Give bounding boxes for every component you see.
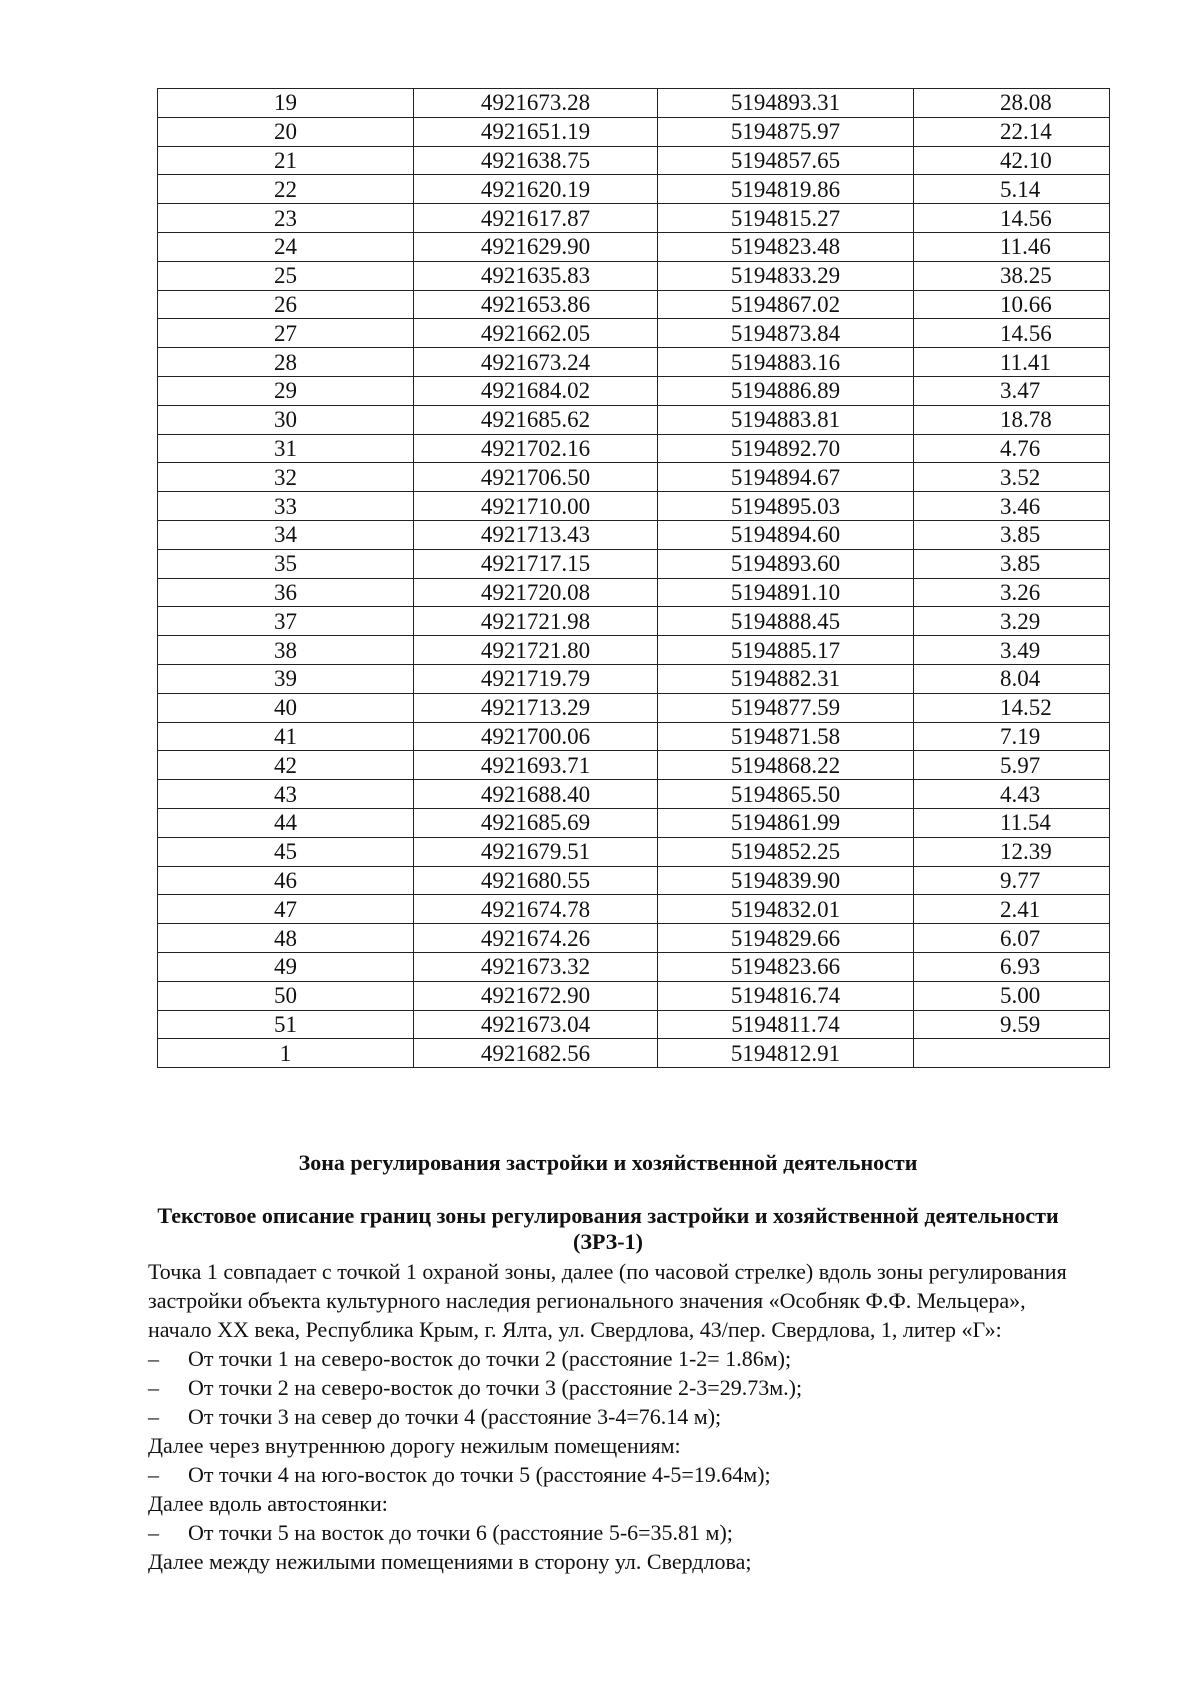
table-row (158, 290, 1110, 319)
x-coordinate-cell: 4921679.51 (414, 837, 658, 866)
table-row (158, 636, 1110, 665)
point-number-cell: 22 (158, 175, 414, 204)
distance-cell: 18.78 (914, 405, 1110, 434)
x-coordinate-cell: 4921617.87 (414, 204, 658, 233)
y-coordinate-cell: 5194829.66 (658, 924, 914, 953)
point-number-cell: 50 (158, 981, 414, 1010)
bullet-dash: – (148, 1462, 159, 1487)
distance-cell: 11.54 (914, 808, 1110, 837)
bullet-item (148, 1518, 1068, 1547)
x-coordinate-cell: 4921674.78 (414, 895, 658, 924)
point-number-cell: 32 (158, 463, 414, 492)
point-number-cell: 34 (158, 520, 414, 549)
x-coordinate-cell: 4921685.62 (414, 405, 658, 434)
y-coordinate-cell: 5194883.16 (658, 348, 914, 377)
coordinates-table-body (158, 89, 1110, 1068)
y-coordinate-cell: 5194894.67 (658, 463, 914, 492)
distance-cell: 11.46 (914, 232, 1110, 261)
x-coordinate-cell: 4921693.71 (414, 751, 658, 780)
table-row (158, 607, 1110, 636)
y-coordinate-cell: 5194857.65 (658, 146, 914, 175)
paragraph: Далее между нежилыми помещениями в сторону ул. Свердлова; (148, 1549, 752, 1574)
distance-cell: 28.08 (914, 89, 1110, 118)
paragraph: Далее вдоль автостоянки: (148, 1491, 388, 1516)
x-coordinate-cell: 4921635.83 (414, 261, 658, 290)
x-coordinate-cell: 4921688.40 (414, 780, 658, 809)
y-coordinate-cell: 5194891.10 (658, 578, 914, 607)
table-row (158, 1010, 1110, 1039)
y-coordinate-cell: 5194894.60 (658, 520, 914, 549)
description-heading: Текстовое описание границ зоны регулирования застройки и хозяйственной деятельности (ЗРЗ-1) (157, 1203, 1059, 1254)
table-row (158, 376, 1110, 405)
y-coordinate-cell: 5194868.22 (658, 751, 914, 780)
table-row (158, 434, 1110, 463)
x-coordinate-cell: 4921682.56 (414, 1039, 658, 1068)
point-number-cell: 25 (158, 261, 414, 290)
table-row (158, 463, 1110, 492)
bullet-item (148, 1460, 1068, 1489)
distance-cell: 4.43 (914, 780, 1110, 809)
table-row (158, 866, 1110, 895)
y-coordinate-cell: 5194832.01 (658, 895, 914, 924)
bullet-text: От точки 1 на северо-восток до точки 2 (расстояние 1-2= 1.86м); (188, 1346, 792, 1371)
x-coordinate-cell: 4921672.90 (414, 981, 658, 1010)
table-row (158, 348, 1110, 377)
distance-cell: 11.41 (914, 348, 1110, 377)
distance-cell: 42.10 (914, 146, 1110, 175)
table-row (158, 808, 1110, 837)
table-row (158, 520, 1110, 549)
y-coordinate-cell: 5194839.90 (658, 866, 914, 895)
table-row (158, 693, 1110, 722)
x-coordinate-cell: 4921717.15 (414, 549, 658, 578)
table-row (158, 664, 1110, 693)
x-coordinate-cell: 4921680.55 (414, 866, 658, 895)
point-number-cell: 49 (158, 952, 414, 981)
bullet-text: От точки 4 на юго-восток до точки 5 (расстояние 4-5=19.64м); (188, 1462, 771, 1487)
distance-cell: 6.07 (914, 924, 1110, 953)
distance-cell: 14.52 (914, 693, 1110, 722)
distance-cell: 10.66 (914, 290, 1110, 319)
paragraph: Далее через внутреннюю дорогу нежилым помещениям: (148, 1433, 681, 1458)
point-number-cell: 21 (158, 146, 414, 175)
y-coordinate-cell: 5194892.70 (658, 434, 914, 463)
x-coordinate-cell: 4921653.86 (414, 290, 658, 319)
bullet-item (148, 1373, 1068, 1402)
distance-cell: 3.26 (914, 578, 1110, 607)
table-row (158, 117, 1110, 146)
table-row (158, 895, 1110, 924)
point-number-cell: 38 (158, 636, 414, 665)
point-number-cell: 48 (158, 924, 414, 953)
distance-cell: 4.76 (914, 434, 1110, 463)
distance-cell: 38.25 (914, 261, 1110, 290)
distance-cell: 7.19 (914, 722, 1110, 751)
x-coordinate-cell: 4921713.29 (414, 693, 658, 722)
paragraph: Точка 1 совпадает с точкой 1 охраной зоны, далее (по часовой стрелке) вдоль зоны регулирования застройки объекта культурного наследия регионального значения «Особняк Ф.Ф. Мельцера», начало ХХ века, Республика Крым, г. Ялта, ул. Свердлова, 43/пер. Свердлова, 1, литер «Г»: (148, 1259, 1067, 1342)
boundary-description (148, 1257, 1068, 1576)
point-number-cell: 47 (158, 895, 414, 924)
y-coordinate-cell: 5194816.74 (658, 981, 914, 1010)
y-coordinate-cell: 5194811.74 (658, 1010, 914, 1039)
x-coordinate-cell: 4921706.50 (414, 463, 658, 492)
table-row (158, 837, 1110, 866)
x-coordinate-cell: 4921674.26 (414, 924, 658, 953)
point-number-cell: 35 (158, 549, 414, 578)
point-number-cell: 39 (158, 664, 414, 693)
y-coordinate-cell: 5194877.59 (658, 693, 914, 722)
point-number-cell: 51 (158, 1010, 414, 1039)
x-coordinate-cell: 4921629.90 (414, 232, 658, 261)
bullet-dash: – (148, 1346, 159, 1371)
point-number-cell: 41 (158, 722, 414, 751)
point-number-cell: 20 (158, 117, 414, 146)
bullet-item (148, 1402, 1068, 1431)
x-coordinate-cell: 4921713.43 (414, 520, 658, 549)
y-coordinate-cell: 5194888.45 (658, 607, 914, 636)
y-coordinate-cell: 5194833.29 (658, 261, 914, 290)
distance-cell: 6.93 (914, 952, 1110, 981)
point-number-cell: 1 (158, 1039, 414, 1068)
distance-cell (914, 1039, 1110, 1068)
x-coordinate-cell: 4921700.06 (414, 722, 658, 751)
y-coordinate-cell: 5194823.48 (658, 232, 914, 261)
x-coordinate-cell: 4921651.19 (414, 117, 658, 146)
bullet-text: От точки 3 на север до точки 4 (расстояние 3-4=76.14 м); (188, 1404, 722, 1429)
distance-cell: 5.97 (914, 751, 1110, 780)
y-coordinate-cell: 5194823.66 (658, 952, 914, 981)
point-number-cell: 40 (158, 693, 414, 722)
distance-cell: 3.46 (914, 492, 1110, 521)
table-row (158, 204, 1110, 233)
y-coordinate-cell: 5194886.89 (658, 376, 914, 405)
x-coordinate-cell: 4921710.00 (414, 492, 658, 521)
point-number-cell: 29 (158, 376, 414, 405)
y-coordinate-cell: 5194885.17 (658, 636, 914, 665)
y-coordinate-cell: 5194871.58 (658, 722, 914, 751)
table-row (158, 89, 1110, 118)
table-row (158, 319, 1110, 348)
distance-cell: 3.29 (914, 607, 1110, 636)
y-coordinate-cell: 5194893.31 (658, 89, 914, 118)
point-number-cell: 30 (158, 405, 414, 434)
y-coordinate-cell: 5194861.99 (658, 808, 914, 837)
distance-cell: 3.47 (914, 376, 1110, 405)
table-row (158, 175, 1110, 204)
point-number-cell: 42 (158, 751, 414, 780)
x-coordinate-cell: 4921719.79 (414, 664, 658, 693)
point-number-cell: 27 (158, 319, 414, 348)
point-number-cell: 37 (158, 607, 414, 636)
table-row (158, 578, 1110, 607)
x-coordinate-cell: 4921673.32 (414, 952, 658, 981)
y-coordinate-cell: 5194895.03 (658, 492, 914, 521)
x-coordinate-cell: 4921638.75 (414, 146, 658, 175)
x-coordinate-cell: 4921721.98 (414, 607, 658, 636)
distance-cell: 22.14 (914, 117, 1110, 146)
point-number-cell: 44 (158, 808, 414, 837)
table-row (158, 549, 1110, 578)
x-coordinate-cell: 4921720.08 (414, 578, 658, 607)
table-row (158, 952, 1110, 981)
y-coordinate-cell: 5194865.50 (658, 780, 914, 809)
bullet-dash: – (148, 1404, 159, 1429)
x-coordinate-cell: 4921721.80 (414, 636, 658, 665)
point-number-cell: 45 (158, 837, 414, 866)
x-coordinate-cell: 4921620.19 (414, 175, 658, 204)
table-row (158, 780, 1110, 809)
table-row (158, 405, 1110, 434)
y-coordinate-cell: 5194882.31 (658, 664, 914, 693)
table-row (158, 751, 1110, 780)
bullet-text: От точки 5 на восток до точки 6 (расстояние 5-6=35.81 м); (188, 1520, 733, 1545)
distance-cell: 8.04 (914, 664, 1110, 693)
table-row (158, 981, 1110, 1010)
bullet-item (148, 1344, 1068, 1373)
y-coordinate-cell: 5194873.84 (658, 319, 914, 348)
point-number-cell: 23 (158, 204, 414, 233)
distance-cell: 3.85 (914, 520, 1110, 549)
x-coordinate-cell: 4921702.16 (414, 434, 658, 463)
table-row (158, 232, 1110, 261)
x-coordinate-cell: 4921684.02 (414, 376, 658, 405)
table-row (158, 722, 1110, 751)
table-row (158, 261, 1110, 290)
y-coordinate-cell: 5194812.91 (658, 1039, 914, 1068)
distance-cell: 9.77 (914, 866, 1110, 895)
coordinates-table (157, 88, 1110, 1068)
y-coordinate-cell: 5194819.86 (658, 175, 914, 204)
y-coordinate-cell: 5194852.25 (658, 837, 914, 866)
y-coordinate-cell: 5194867.02 (658, 290, 914, 319)
bullet-dash: – (148, 1375, 159, 1400)
x-coordinate-cell: 4921662.05 (414, 319, 658, 348)
point-number-cell: 31 (158, 434, 414, 463)
point-number-cell: 24 (158, 232, 414, 261)
point-number-cell: 28 (158, 348, 414, 377)
x-coordinate-cell: 4921673.24 (414, 348, 658, 377)
x-coordinate-cell: 4921673.28 (414, 89, 658, 118)
distance-cell: 14.56 (914, 319, 1110, 348)
x-coordinate-cell: 4921685.69 (414, 808, 658, 837)
point-number-cell: 19 (158, 89, 414, 118)
distance-cell: 9.59 (914, 1010, 1110, 1039)
distance-cell: 3.52 (914, 463, 1110, 492)
point-number-cell: 43 (158, 780, 414, 809)
point-number-cell: 33 (158, 492, 414, 521)
distance-cell: 3.85 (914, 549, 1110, 578)
distance-cell: 2.41 (914, 895, 1110, 924)
point-number-cell: 36 (158, 578, 414, 607)
distance-cell: 5.14 (914, 175, 1110, 204)
table-row (158, 146, 1110, 175)
distance-cell: 5.00 (914, 981, 1110, 1010)
point-number-cell: 26 (158, 290, 414, 319)
y-coordinate-cell: 5194815.27 (658, 204, 914, 233)
x-coordinate-cell: 4921673.04 (414, 1010, 658, 1039)
y-coordinate-cell: 5194893.60 (658, 549, 914, 578)
distance-cell: 3.49 (914, 636, 1110, 665)
y-coordinate-cell: 5194883.81 (658, 405, 914, 434)
table-row (158, 1039, 1110, 1068)
y-coordinate-cell: 5194875.97 (658, 117, 914, 146)
zone-heading: Зона регулирования застройки и хозяйственной деятельности (298, 1150, 918, 1175)
bullet-text: От точки 2 на северо-восток до точки 3 (расстояние 2-3=29.73м.); (188, 1375, 803, 1400)
table-row (158, 924, 1110, 953)
table-row (158, 492, 1110, 521)
point-number-cell: 46 (158, 866, 414, 895)
bullet-dash: – (148, 1520, 159, 1545)
distance-cell: 12.39 (914, 837, 1110, 866)
distance-cell: 14.56 (914, 204, 1110, 233)
